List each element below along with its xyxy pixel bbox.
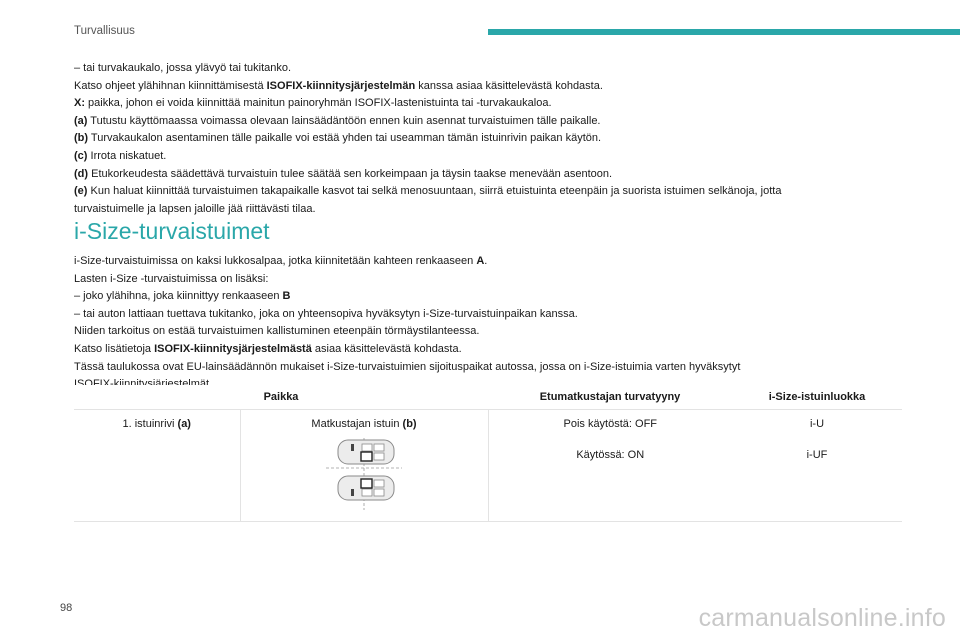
para: Niiden tarkoitus on estää turvaistuimen kallistuminen eteenpäin törmäystilanteessa. (74, 325, 480, 338)
intro-notes (74, 60, 894, 218)
isize-seat-table (74, 385, 902, 522)
airbag-on-cell: Käytössä: ON (488, 441, 732, 521)
watermark: carmanualsonline.info (698, 604, 946, 632)
header-position: Paikka (74, 385, 488, 410)
note-line: Katso ohjeet ylähihnan kiinnittämisestä ISOFIX-kiinnitysjärjestelmän kanssa asiaa käsittelevästä kohdasta. (74, 79, 603, 92)
note-line: (c) Irrota niskatuet. (74, 149, 167, 162)
seat-cell: Matkustajan istuin (b) (240, 410, 488, 522)
para: – joko ylähihna, joka kiinnittyy renkaaseen B (74, 290, 291, 303)
section-label: Turvallisuus (74, 25, 135, 37)
para: Katso lisätietoja ISOFIX-kiinnitysjärjestelmästä asiaa käsittelevästä kohdasta. (74, 342, 462, 355)
section-title: i-Size-turvaistuimet (74, 218, 270, 244)
row-label-cell: 1. istuinrivi (a) (74, 410, 240, 522)
page-number: 98 (60, 602, 73, 614)
para: – tai auton lattiaan tuettava tukitanko, joka on yhteensopiva hyväksytyn i-Size-turvaistuinpaikan kanssa. (74, 307, 578, 320)
note-line: (a) Tutustu käyttömaassa voimassa olevaan lainsäädäntöön ennen kuin asennat turvaistuimen tälle paikalle. (74, 114, 601, 127)
table-header-row (74, 385, 902, 410)
note-line: (b) Turvakaukalon asentaminen tälle paikalle voi estää yhden tai useamman tämän istuinrivin paikan käytön. (74, 132, 602, 145)
header-airbag: Etumatkustajan turvatyyny (488, 385, 732, 410)
para: Lasten i-Size -turvaistuimissa on lisäksi: (74, 272, 269, 285)
header-accent-bar (488, 29, 960, 35)
para: Tässä taulukossa ovat EU-lainsäädännön mukaiset i-Size-turvaistuimien sijoituspaikat autossa, jossa on i-Size-istuimia varten hyväksytyt (74, 360, 741, 373)
class-off-cell: i-U (809, 418, 825, 430)
table-row (74, 410, 902, 442)
note-line: X: paikka, johon ei voida kiinnittää mainitun painoryhmän ISOFIX-lastenistuinta tai -turvakaukaloa. (74, 97, 552, 110)
note-line: – tai turvakaukalo, jossa ylävyö tai tukitanko. (74, 62, 292, 74)
header-class: i-Size-istuinluokka (732, 385, 902, 410)
para: i-Size-turvaistuimissa on kaksi lukkosalpaa, jotka kiinnitetään kahteen renkaaseen A. (74, 255, 488, 267)
note-line: (e) Kun haluat kiinnittää turvaistuimen takapaikalle kasvot tai selkä menosuuntaan, siirrä etuistuinta eteenpäin ja suorista istuimen selkänoja, jotta (74, 185, 782, 198)
car-seat-position-icon (324, 438, 404, 510)
class-on-cell: i-UF (732, 441, 902, 521)
note-line: turvaistuimelle ja lapsen jaloille jää riittävästi tilaa. (74, 202, 316, 215)
isize-description (74, 253, 894, 394)
note-line: (d) Etukorkeudesta säädettävä turvaistuin tulee säätää sen korkeimpaan ja täysin taakse menevään asentoon. (74, 167, 613, 180)
airbag-off-cell: Pois käytöstä: OFF (563, 418, 658, 430)
